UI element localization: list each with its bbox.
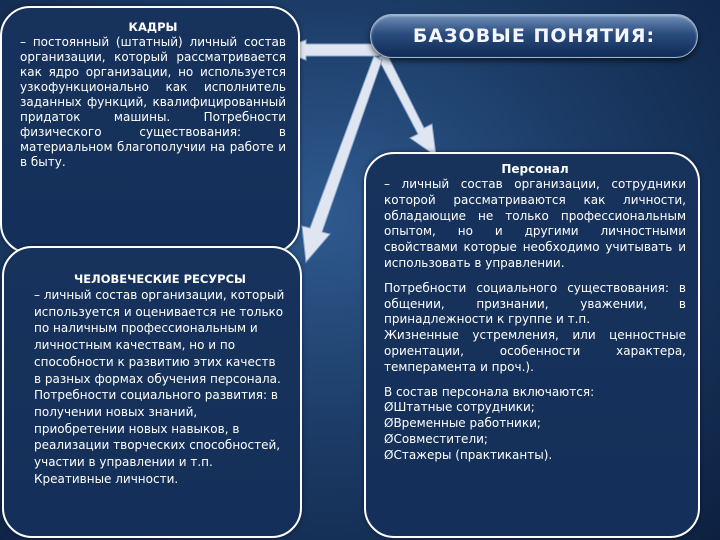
hr-text: – личный состав организации, который используется и оценивается не только по наличным профессиональным и личностным качествам, но и по способности к развитию этих качеств в разных формах обучения персонала. Потребности социального развития: в получении новых знаний, приобретении новых навыков, в реализации творческих способностей, участии в управлении и т.п. Креативные личности. <box>34 288 285 486</box>
list-item: ØШтатные сотрудники; <box>384 400 535 415</box>
list-item: ØСовместители; <box>384 431 488 446</box>
bullet-arrow-icon: Ø <box>384 447 394 462</box>
personal-text-needs: Потребности социального существования: в общении, признании, уважении, в принадлежности к группе и т.п. <box>384 280 686 327</box>
personal-heading: Персонал <box>501 162 569 176</box>
hr-heading: ЧЕЛОВЕЧЕСКИЕ РЕСУРСЫ <box>74 272 246 286</box>
list-item: ØСтажеры (практиканты). <box>384 447 553 462</box>
kadry-box <box>0 6 300 254</box>
bullet-arrow-icon: Ø <box>384 431 394 446</box>
bullet-arrow-icon: Ø <box>384 416 394 431</box>
personal-box <box>364 152 700 538</box>
list-item: ØВременные работники; <box>384 416 541 431</box>
personal-text-composition: В состав персонала включаются: <box>384 384 595 399</box>
slide-title: БАЗОВЫЕ ПОНЯТИЯ: <box>370 14 698 58</box>
kadry-heading: КАДРЫ <box>128 20 178 34</box>
human-resources-box <box>2 246 302 538</box>
personal-text-definition: – личный состав организации, сотрудники которой рассматриваются как личности, обладающие не только профессиональным опытом, но и другими личностными свойствами которые необходимо учитывать и использовать в управлении. <box>384 177 686 270</box>
bullet-arrow-icon: Ø <box>384 400 394 415</box>
arrow-to-personal <box>378 52 436 156</box>
personal-list <box>384 400 686 463</box>
personal-text-values: Жизненные устремления, или ценностные ориентации, особенности характера, темперамента и проч.). <box>384 328 686 374</box>
kadry-text: – постоянный (штатный) личный состав организации, который рассматривается как ядро организации, но используется узкофункционально как исполнитель заданных функций, квалифицированный придаток машины. Потребности физического существования: в материальном благополучии на работе и в быту. <box>20 35 286 169</box>
